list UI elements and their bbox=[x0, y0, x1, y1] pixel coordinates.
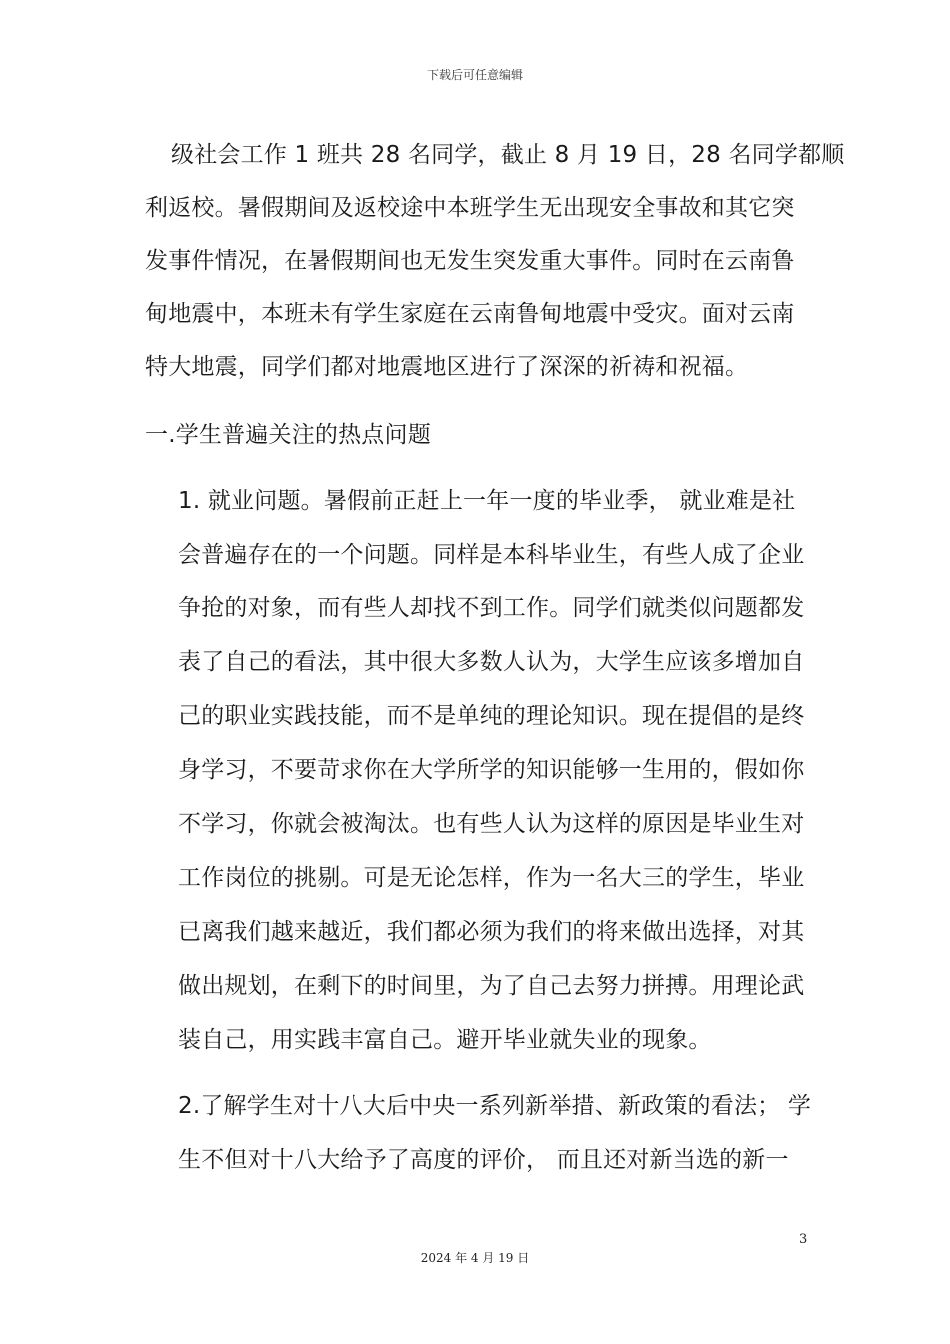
footer-date: 2024 年 4 月 19 日 bbox=[420, 1251, 530, 1265]
page-number: 3 bbox=[799, 1232, 808, 1247]
paragraph-line: 利返校。暑假期间及返校途中本班学生无出现安全事故和其它突 bbox=[145, 195, 795, 221]
paragraph-line: 1. 就业问题。暑假前正赶上一年一度的毕业季， 就业难是社 bbox=[178, 488, 796, 514]
paragraph-line: 已离我们越来越近，我们都必须为我们的将来做出选择，对其 bbox=[178, 919, 805, 945]
paragraph-line: 生不但对十八大给予了高度的评价， 而且还对新当选的新一 bbox=[178, 1147, 789, 1173]
paragraph-line: 2.了解学生对十八大后中央一系列新举措、新政策的看法； 学 bbox=[178, 1093, 812, 1119]
section-heading: 一.学生普遍关注的热点问题 bbox=[145, 422, 431, 448]
paragraph-line: 己的职业实践技能，而不是单纯的理论知识。现在提倡的是终 bbox=[178, 703, 805, 729]
paragraph-line: 做出规划，在剩下的时间里，为了自己去努力拼搏。用理论武 bbox=[178, 973, 805, 999]
paragraph-line: 特大地震，同学们都对地震地区进行了深深的祈祷和祝福。 bbox=[145, 354, 749, 380]
paragraph-line: 身学习，不要苛求你在大学所学的知识能够一生用的，假如你 bbox=[178, 757, 805, 783]
paragraph-line: 甸地震中，本班未有学生家庭在云南鲁甸地震中受灾。面对云南 bbox=[145, 301, 795, 327]
paragraph-line: 发事件情况，在暑假期间也无发生突发重大事件。同时在云南鲁 bbox=[145, 248, 795, 274]
paragraph-line: 不学习，你就会被淘汰。也有些人认为这样的原因是毕业生对 bbox=[178, 811, 805, 837]
paragraph-line: 装自己，用实践丰富自己。避开毕业就失业的现象。 bbox=[178, 1027, 712, 1053]
paragraph-line: 表了自己的看法，其中很大多数人认为，大学生应该多增加自 bbox=[178, 649, 805, 675]
paragraph-line: 争抢的对象，而有些人却找不到工作。同学们就类似问题都发 bbox=[178, 595, 805, 621]
paragraph-line: 工作岗位的挑剔。可是无论怎样，作为一名大三的学生，毕业 bbox=[178, 865, 805, 891]
page-header: 下载后可任意编辑 bbox=[426, 68, 523, 82]
paragraph-line: 会普遍存在的一个问题。同样是本科毕业生，有些人成了企业 bbox=[178, 542, 805, 568]
paragraph-line: 级社会工作 1 班共 28 名同学，截止 8 月 19 日，28 名同学都顺 bbox=[171, 142, 845, 168]
